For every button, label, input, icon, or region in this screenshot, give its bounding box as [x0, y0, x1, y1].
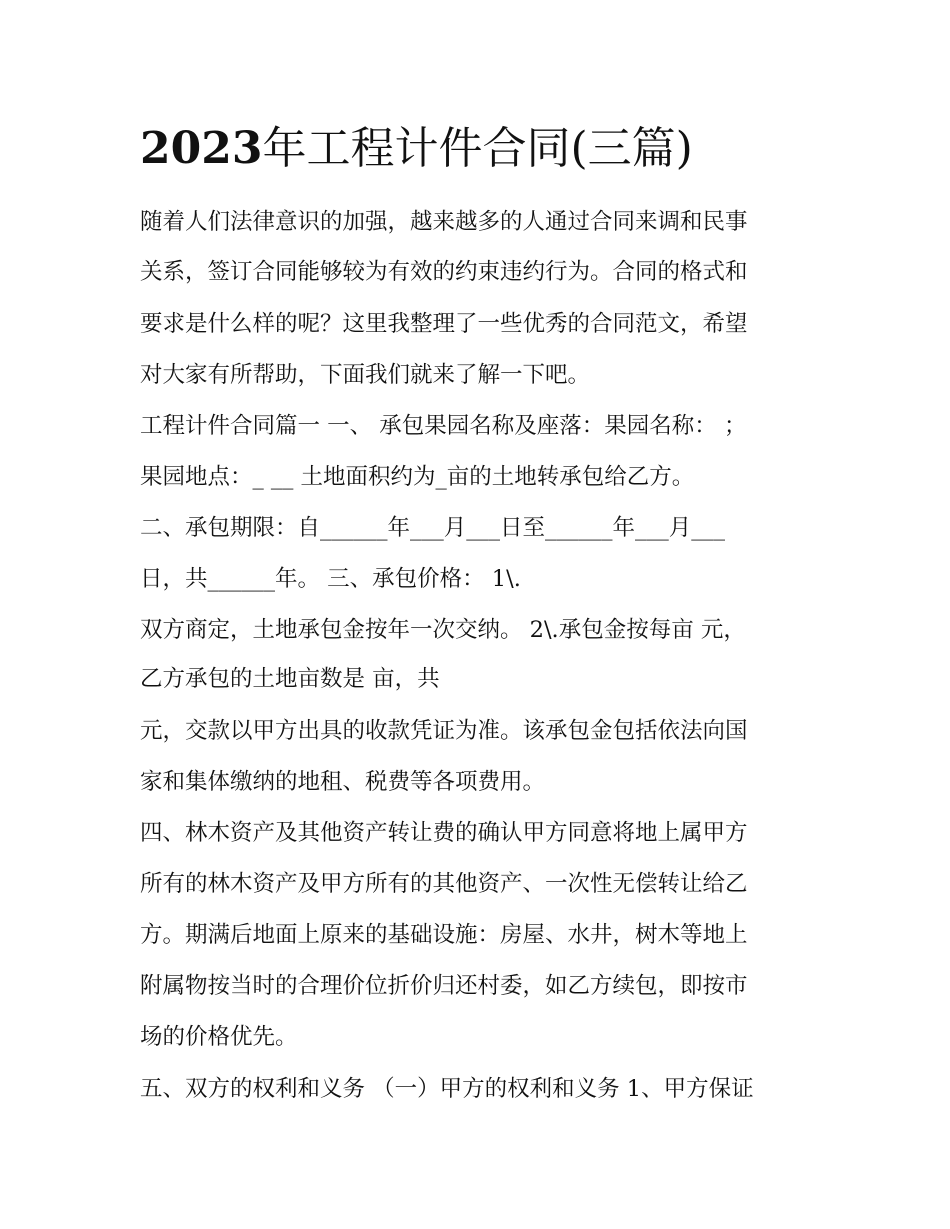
body-line: 方。期满后地面上原来的基础设施：房屋、水井，树木等地上	[140, 922, 748, 948]
body-line: 关系，签订合同能够较为有效的约束违约行为。合同的格式和	[140, 259, 748, 285]
body-line: 工程计件合同篇一 一、 承包果园名称及座落：果园名称： ；	[140, 413, 747, 439]
body-line: 随着人们法律意识的加强，越来越多的人通过合同来调和民事	[140, 209, 748, 235]
body-line: 家和集体缴纳的地租、税费等各项费用。	[140, 769, 546, 795]
body-line: 附属物按当时的合理价位折价归还村委，如乙方续包，即按市	[140, 973, 748, 999]
title-text: 年工程计件合同(三篇)	[262, 123, 693, 174]
body-line: 二、承包期限：自______年___月___日至______年___月___	[140, 515, 726, 541]
body-line: 要求是什么样的呢？这里我整理了一些优秀的合同范文，希望	[140, 311, 748, 337]
body-line: 双方商定，土地承包金按年一次交纳。 2\.承包金按每亩 元，	[140, 617, 746, 643]
body-line: 乙方承包的土地亩数是 亩，共	[140, 666, 440, 692]
body-line: 四、林木资产及其他资产转让费的确认甲方同意将地上属甲方	[140, 820, 748, 846]
body-line: 场的价格优先。	[140, 1024, 298, 1050]
body-line: 果园地点：_ __ 土地面积约为_亩的土地转承包给乙方。	[140, 464, 695, 490]
title-year: 2023	[140, 123, 263, 174]
body-line: 对大家有所帮助，下面我们就来了解一下吧。	[140, 362, 591, 388]
document-title	[140, 118, 840, 180]
body-line: 所有的林木资产及甲方所有的其他资产、一次性无偿转让给乙	[140, 871, 748, 897]
body-line: 日，共______年。 三、承包价格： 1\.	[140, 566, 521, 592]
body-line: 元，交款以甲方出具的收款凭证为准。该承包金包括依法向国	[140, 718, 748, 744]
body-line: 五、双方的权利和义务 （一）甲方的权利和义务 1、甲方保证	[140, 1076, 754, 1102]
